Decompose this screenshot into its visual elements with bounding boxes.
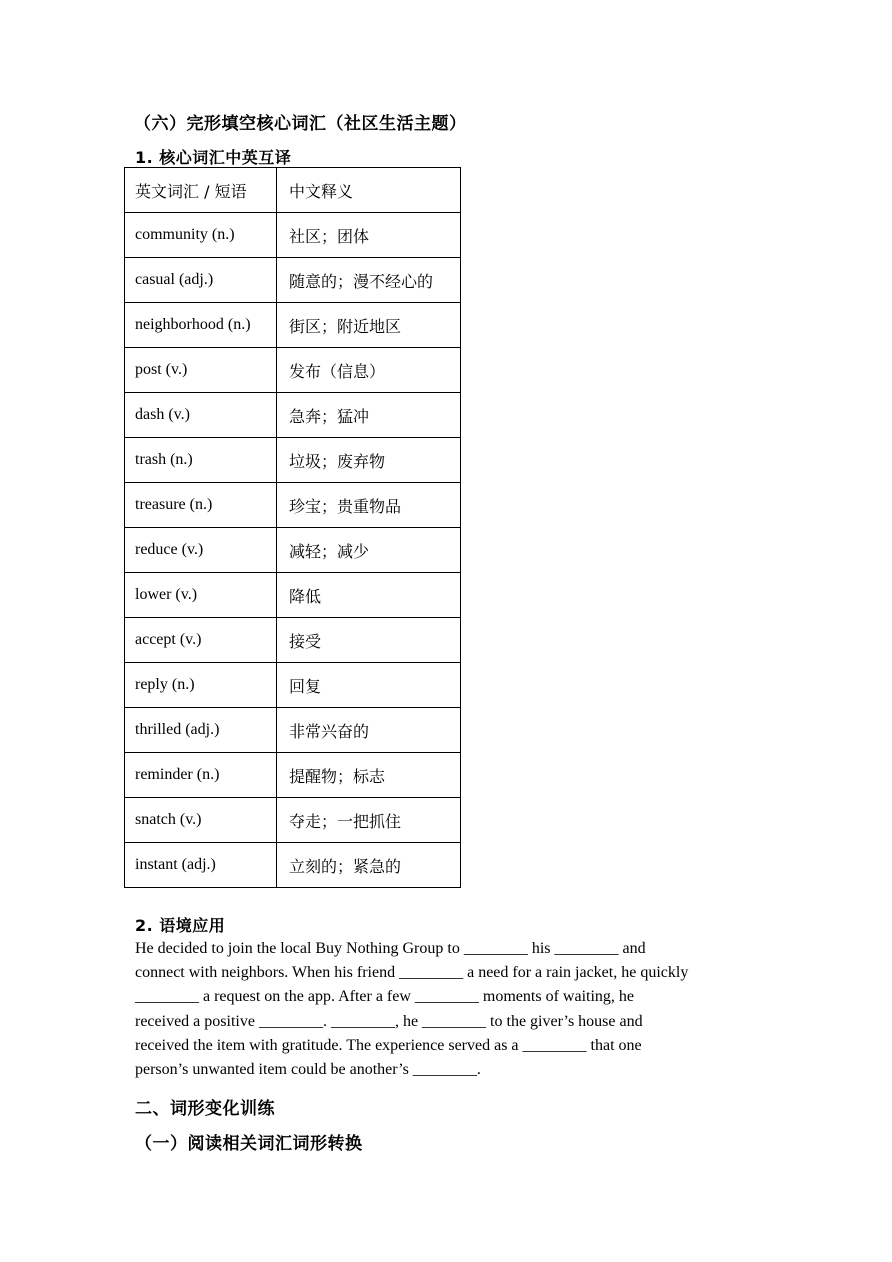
chinese-meaning: 社区；团体 — [277, 213, 461, 258]
english-term: thrilled (adj.) — [125, 708, 277, 753]
passage-line: ________ a request on the app. After a few ________ moments of waiting, he — [135, 988, 634, 1006]
table-row — [125, 258, 461, 303]
passage-line: person’s unwanted item could be another’s ________. — [135, 1061, 481, 1079]
english-term: dash (v.) — [125, 393, 277, 438]
chinese-meaning: 急奔；猛冲 — [277, 393, 461, 438]
vocab-table — [124, 167, 461, 888]
table-row — [125, 303, 461, 348]
passage-line: connect with neighbors. When his friend ________ a need for a rain jacket, he quickly — [135, 964, 689, 982]
chinese-meaning: 垃圾；废弃物 — [277, 438, 461, 483]
chinese-meaning: 提醒物；标志 — [277, 753, 461, 798]
section2-title: 二、词形变化训练 — [135, 1099, 275, 1119]
chinese-meaning: 发布（信息） — [277, 348, 461, 393]
english-term: reduce (v.) — [125, 528, 277, 573]
chinese-meaning: 立刻的；紧急的 — [277, 843, 461, 888]
english-term: casual (adj.) — [125, 258, 277, 303]
table-row — [125, 753, 461, 798]
chinese-meaning: 夺走；一把抓住 — [277, 798, 461, 843]
header-english: 英文词汇 / 短语 — [125, 168, 277, 213]
table-row — [125, 663, 461, 708]
table-row — [125, 798, 461, 843]
english-term: snatch (v.) — [125, 798, 277, 843]
section2-subtitle: （一）阅读相关词汇词形转换 — [135, 1134, 363, 1154]
english-term: accept (v.) — [125, 618, 277, 663]
table-row — [125, 213, 461, 258]
table-header-row — [125, 168, 461, 213]
english-term: neighborhood (n.) — [125, 303, 277, 348]
chinese-meaning: 减轻；减少 — [277, 528, 461, 573]
header-chinese: 中文释义 — [277, 168, 461, 213]
context-passage — [135, 937, 775, 1082]
table-row — [125, 573, 461, 618]
table-row — [125, 708, 461, 753]
table-row — [125, 483, 461, 528]
chinese-meaning: 随意的；漫不经心的 — [277, 258, 461, 303]
chinese-meaning: 非常兴奋的 — [277, 708, 461, 753]
english-term: instant (adj.) — [125, 843, 277, 888]
english-term: reminder (n.) — [125, 753, 277, 798]
chinese-meaning: 街区；附近地区 — [277, 303, 461, 348]
chinese-meaning: 接受 — [277, 618, 461, 663]
passage-line: He decided to join the local Buy Nothing Group to ________ his ________ and — [135, 940, 646, 957]
chinese-meaning: 珍宝；贵重物品 — [277, 483, 461, 528]
english-term: post (v.) — [125, 348, 277, 393]
part2-title: 2. 语境应用 — [135, 916, 226, 935]
passage-line: received the item with gratitude. The experience served as a ________ that one — [135, 1036, 642, 1054]
english-term: lower (v.) — [125, 573, 277, 618]
part1-title: 1. 核心词汇中英互译 — [135, 148, 292, 167]
english-term: reply (n.) — [125, 663, 277, 708]
table-row — [125, 393, 461, 438]
english-term: treasure (n.) — [125, 483, 277, 528]
table-row — [125, 618, 461, 663]
table-row — [125, 438, 461, 483]
passage-line: received a positive ________. ________, he ________ to the giver’s house and — [135, 1012, 643, 1030]
chinese-meaning: 回复 — [277, 663, 461, 708]
chinese-meaning: 降低 — [277, 573, 461, 618]
section-title: （六）完形填空核心词汇（社区生活主题） — [134, 114, 467, 134]
table-row — [125, 348, 461, 393]
table-row — [125, 843, 461, 888]
english-term: trash (n.) — [125, 438, 277, 483]
english-term: community (n.) — [125, 213, 277, 258]
table-row — [125, 528, 461, 573]
